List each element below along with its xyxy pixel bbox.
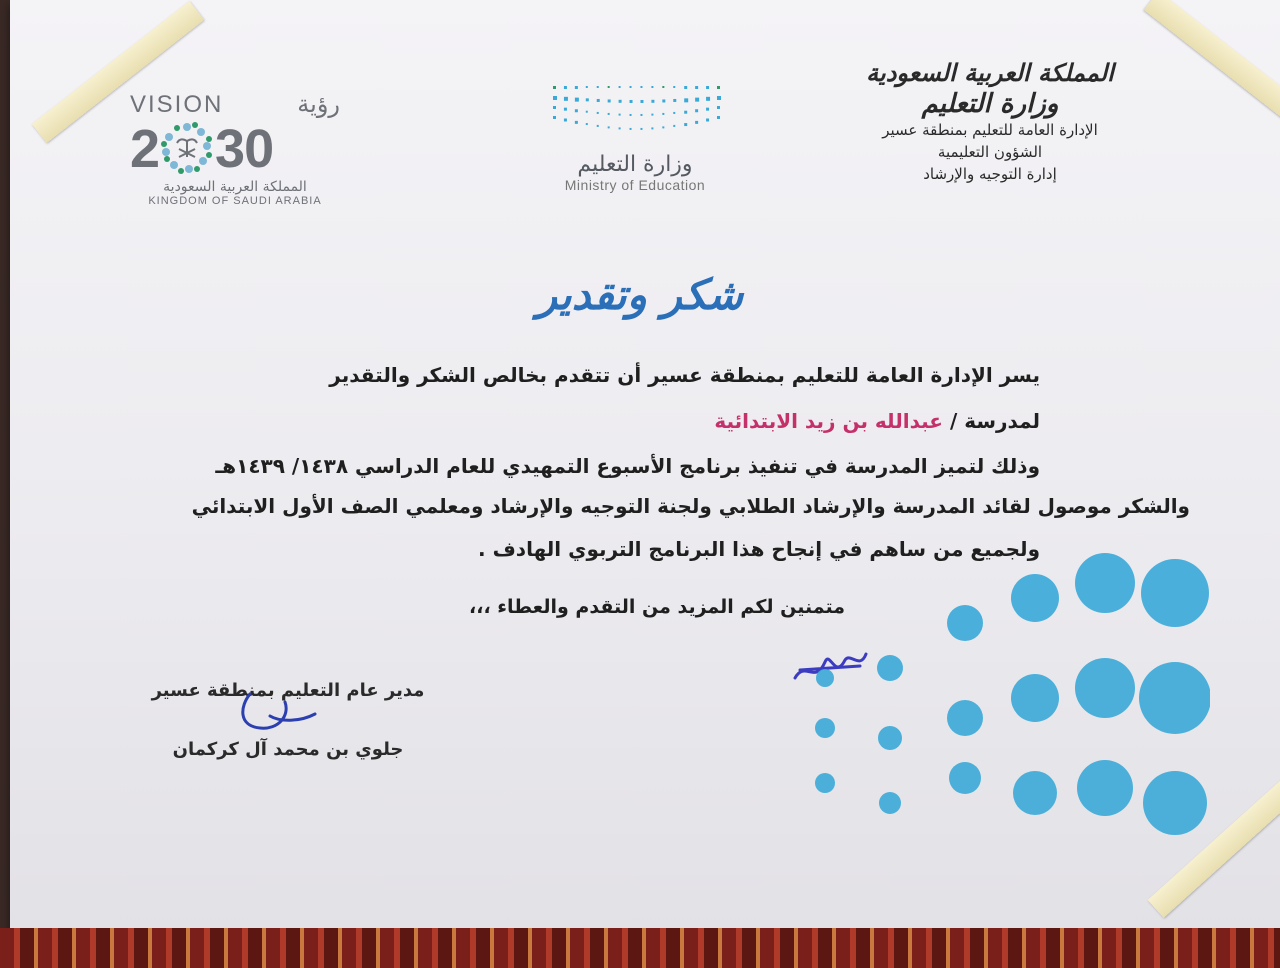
moe-dot bbox=[684, 98, 688, 102]
moe-dot bbox=[706, 86, 709, 89]
moe-dot bbox=[608, 86, 610, 88]
moe-dot bbox=[673, 99, 676, 102]
decorative-dot bbox=[1075, 658, 1135, 718]
decorative-dot bbox=[1011, 674, 1059, 722]
moe-dot bbox=[651, 100, 654, 103]
ministry-name: وزارة التعليم bbox=[921, 89, 1059, 119]
moe-dot bbox=[695, 121, 698, 124]
vision-word: VISION bbox=[130, 91, 224, 118]
decorative-dot bbox=[1139, 662, 1210, 734]
moe-dot bbox=[586, 123, 588, 125]
school-prefix: لمدرسة / bbox=[949, 409, 1040, 433]
decorative-dot-pattern bbox=[790, 548, 1210, 848]
decorative-dot bbox=[1141, 559, 1209, 627]
moe-dot bbox=[575, 109, 578, 112]
moe-dot bbox=[553, 86, 556, 89]
vision-year bbox=[130, 119, 340, 179]
moe-dot bbox=[619, 127, 621, 129]
moe-dot bbox=[586, 111, 588, 113]
moe-dot bbox=[662, 86, 664, 88]
moe-dot bbox=[553, 116, 556, 119]
moe-dot bbox=[630, 114, 632, 116]
decorative-dot bbox=[1143, 771, 1207, 835]
decorative-dot bbox=[1075, 553, 1135, 613]
vision-year-left: 2 bbox=[130, 119, 160, 179]
moe-dot bbox=[640, 128, 642, 130]
moe-dot bbox=[575, 121, 578, 124]
moe-dot bbox=[630, 100, 633, 103]
moe-dot bbox=[695, 109, 698, 112]
moe-dot bbox=[619, 114, 621, 116]
issuer-header bbox=[840, 58, 1140, 185]
decorative-dot bbox=[1013, 771, 1057, 815]
vision-ksa-english: KINGDOM OF SAUDI ARABIA bbox=[148, 195, 322, 207]
decorative-dot bbox=[947, 605, 983, 641]
moe-dot bbox=[662, 126, 664, 128]
moe-dot bbox=[586, 98, 589, 101]
department-line-2: الشؤون التعليمية bbox=[937, 143, 1043, 161]
department-line-3: إدارة التوجيه والإرشاد bbox=[923, 165, 1057, 183]
closing-line: متمنين لكم المزيد من التقدم والعطاء ،،، bbox=[469, 596, 845, 618]
moe-dot bbox=[597, 86, 599, 88]
moe-dot bbox=[640, 100, 643, 103]
moe-dot bbox=[597, 99, 600, 102]
moe-dot bbox=[717, 106, 720, 109]
certificate-title: شكر وتقدير bbox=[536, 270, 744, 319]
moe-dot bbox=[640, 114, 642, 116]
moe-dot bbox=[684, 111, 687, 114]
moe-dot bbox=[684, 86, 687, 89]
kingdom-name: المملكة العربية السعودية bbox=[866, 58, 1114, 87]
moe-dot bbox=[564, 97, 568, 101]
body-line-1: يسر الإدارة العامة للتعليم بمنطقة عسير أن تتقدم بخالص الشكر والتقدير bbox=[329, 363, 1040, 387]
moe-dot bbox=[597, 125, 599, 127]
moe-dot bbox=[608, 99, 611, 102]
handwritten-signature bbox=[230, 686, 320, 746]
moe-dot bbox=[717, 86, 720, 89]
moe-dot bbox=[564, 108, 567, 111]
decorative-dot bbox=[879, 792, 901, 814]
body-line-3: وذلك لتميز المدرسة في تنفيذ برنامج الأسبوع التمهيدي للعام الدراسي ١٤٣٨/ ١٤٣٩هـ bbox=[215, 454, 1040, 478]
moe-dot bbox=[706, 97, 710, 101]
carpet-background bbox=[0, 928, 1280, 968]
decorative-dot bbox=[878, 726, 902, 750]
moe-dot bbox=[597, 112, 599, 114]
moe-dot bbox=[619, 100, 622, 103]
moe-dot bbox=[651, 86, 653, 88]
body-line-2 bbox=[110, 409, 1040, 433]
moe-dot bbox=[608, 126, 610, 128]
moe-dot bbox=[717, 116, 720, 119]
moe-dot bbox=[673, 125, 675, 127]
signatory-title: مدير عام التعليم بمنطقة عسير bbox=[151, 680, 425, 701]
corner-ribbon-top-right bbox=[1144, 0, 1280, 133]
department-line-1: الإدارة العامة للتعليم بمنطقة عسير bbox=[882, 121, 1098, 139]
moe-dot bbox=[706, 118, 709, 121]
vision-year-right: 30 bbox=[215, 119, 274, 179]
moe-dot bbox=[608, 113, 610, 115]
moe-logo-english: Ministry of Education bbox=[564, 177, 706, 193]
moe-dot bbox=[651, 114, 653, 116]
moe-dot bbox=[630, 86, 632, 88]
decorative-dot bbox=[815, 773, 835, 793]
moe-dot bbox=[673, 112, 675, 114]
vision-ksa-arabic: المملكة العربية السعودية bbox=[163, 179, 307, 195]
moe-dot bbox=[553, 96, 557, 100]
moe-dot bbox=[695, 98, 699, 102]
body-line-4: والشكر موصول لقائد المدرسة والإرشاد الطلابي ولجنة التوجيه والإرشاد ومعلمي الصف الأول الابتدائي bbox=[191, 494, 1190, 518]
moe-dot bbox=[662, 99, 665, 102]
moe-logo-arabic: وزارة التعليم bbox=[577, 152, 693, 177]
moe-dot bbox=[695, 86, 698, 89]
decorative-dot bbox=[877, 655, 903, 681]
moe-dot bbox=[564, 86, 567, 89]
moe-dot bbox=[673, 86, 675, 88]
school-name: عبدالله بن زيد الابتدائية bbox=[714, 409, 943, 433]
moe-dot bbox=[564, 118, 567, 121]
moe-dot bbox=[717, 96, 721, 100]
decorative-dot bbox=[1011, 574, 1059, 622]
moe-dot bbox=[630, 128, 632, 130]
decorative-dot bbox=[949, 762, 981, 794]
moe-dot bbox=[706, 108, 709, 111]
decorative-dot bbox=[947, 700, 983, 736]
moe-dots-icon bbox=[545, 78, 725, 138]
moe-dot bbox=[640, 86, 642, 88]
moe-dot bbox=[586, 86, 588, 88]
moe-dot bbox=[662, 113, 664, 115]
moe-dot bbox=[553, 106, 556, 109]
body-line-5: ولجميع من ساهم في إنجاح هذا البرنامج التربوي الهادف . bbox=[478, 537, 1040, 561]
moe-dot bbox=[619, 86, 621, 88]
moe-dot bbox=[651, 127, 653, 129]
moe-dot bbox=[575, 86, 578, 89]
moe-dot bbox=[684, 123, 687, 126]
decorative-dot bbox=[815, 718, 835, 738]
moe-dot bbox=[575, 98, 579, 102]
ministry-of-education-logo bbox=[545, 78, 725, 193]
vision-2030-logo bbox=[130, 90, 340, 207]
decorative-dot bbox=[1077, 760, 1133, 816]
decorative-dot bbox=[816, 669, 834, 687]
vision-arabic: رؤية bbox=[297, 90, 340, 118]
palm-emblem-icon bbox=[157, 119, 217, 179]
signatory-name: جلوي بن محمد آل كركمان bbox=[172, 739, 404, 760]
